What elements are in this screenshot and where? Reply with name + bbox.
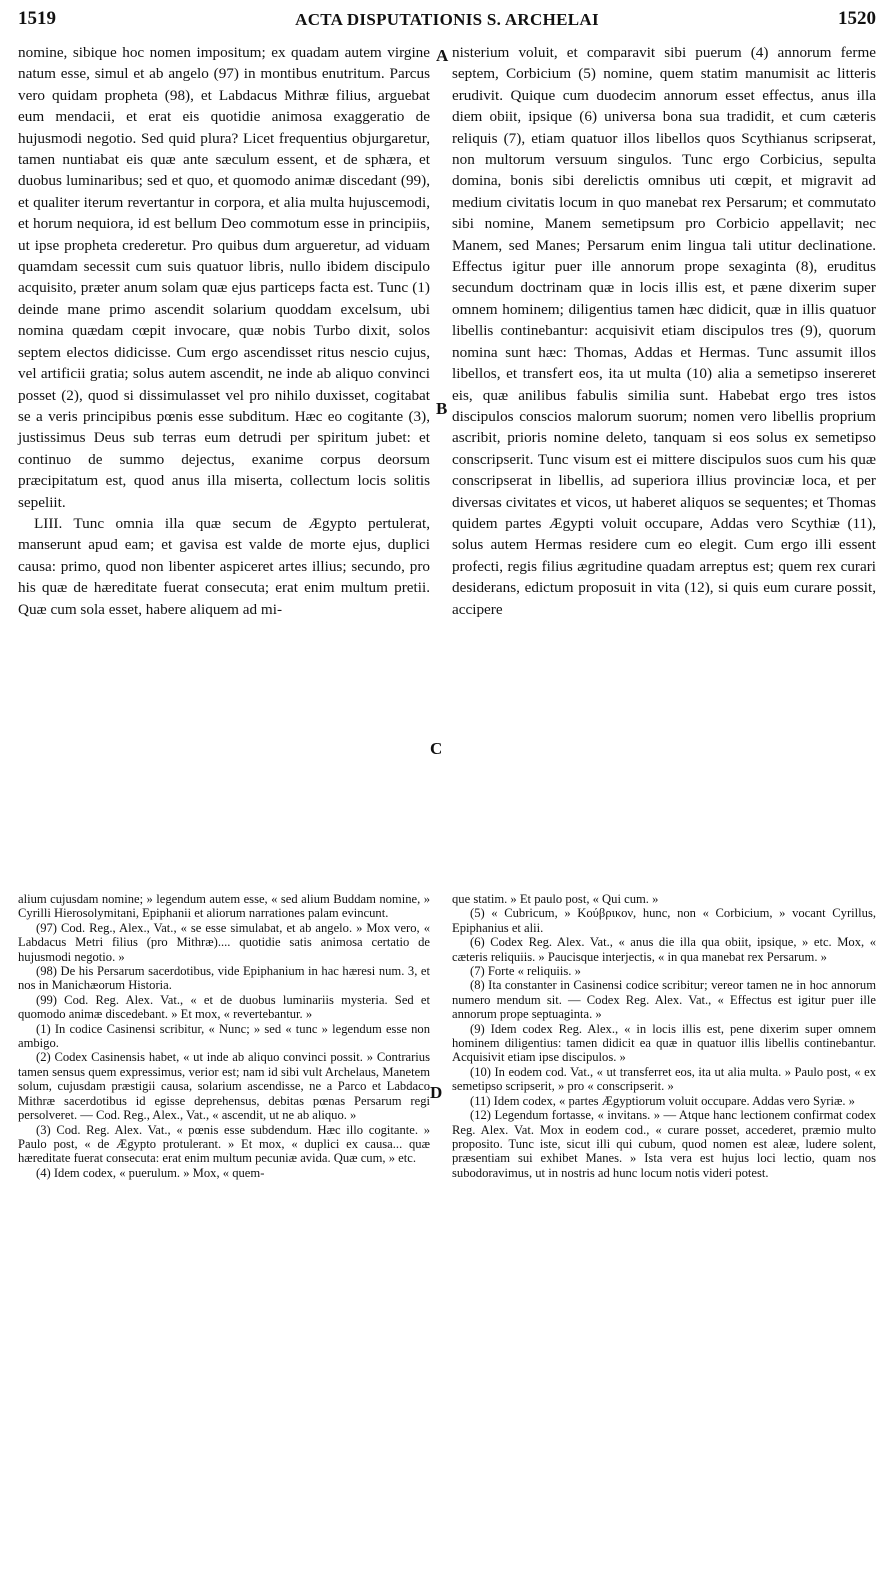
page-number-right: 1520 [838, 8, 876, 29]
footnote: (97) Cod. Reg., Alex., Vat., « se esse simulabat, et ab angelo. » Mox vero, « Labdacus Metri filius (pro Mithræ).... quotidie satis animosa certatio de hujusmodi negotio. » [18, 920, 430, 964]
body-paragraph: nomine, sibique hoc nomen impositum; ex quadam autem virgine natum esse, simul et ab angelo (97) in montibus enutritum. Parcus vero quidam propheta (98), et Labdacus Mithræ filius, arguebat eum mendacii, et erat eis quotidie animosa exaggeratio de hujusmodi negotio. Sed quid plura? Licet frequentius objurgaretur, tamen nuntiabat eis quæ ante sæculum essent, et de sphæra, et duobus luminaribus; sed et quo, et quomodo animæ discedant (99), et qualiter iterum revertantur in corpora, et alia multa hujuscemodi, et horum nequiora, id est bellum Deo commotum esse in principiis, ut ipse propheta crederetur. Pro quibus dum argueretur, ad viduam quamdam secessit cum suis quatuor libris, nullo ibidem discipulo acquisito, præter anum solam quæ ejus particeps facta est. Tunc (1) deinde mane primo ascendit solarium quoddam excelsum, ubi nomina quædam cœpit invocare, quæ nobis Turbo dixit, solos septem electos didicisse. Cum ergo ascendisset ritus nescio cujus, vel artificii gratia; solus autem ascendit, ne inde ab aliquo convinci posset (2), quod si dissimulasset vel pro nihilo duxisset, cogitabat se a veris principibus pœnis esse subditum. Hæc eo cogitante (3), justissimus Deus sub terras eum detrudi per spiritum jubet: et continuo de summo dejectus, exanime corpus deorsum præcipitatum est, quod anus illa miserta, collectum locis solitis sepeliit. [18, 44, 430, 511]
footnote: (7) Forte « reliquiis. » [470, 964, 581, 979]
footnote: (98) De his Persarum sacerdotibus, vide Epiphanium in hac hæresi num. 3, et nos in Manichæorum Historia. [18, 964, 430, 993]
footnote: que statim. » Et paulo post, « Qui cum. » [452, 892, 659, 906]
footnote: (10) In eodem cod. Vat., « ut transferret eos, ita ut alia multa. » Paulo post, « ex semetipso scripserit, » pro « conscripserit. » [452, 1064, 876, 1094]
footnote: (9) Idem codex Reg. Alex., « in locis illis est, pene dixerim super omnem hominem diligentius: tamen didicit ea quæ in quatuor illis libellis continebantur. Acquisivit etiam ipse discipulos. » [452, 1021, 876, 1065]
footnotes-right-column [452, 892, 876, 1180]
main-text-right-column [452, 42, 876, 620]
margin-marker-b: B [436, 399, 448, 418]
page-number-left: 1519 [18, 8, 56, 29]
footnote: (6) Codex Reg. Alex. Vat., « anus die illa qua obiit, ipsique, » etc. Mox, « cæteris reliquiis. » Paucisque interjectis, « in qua manebat rex Persarum. » [452, 935, 876, 964]
footnote: (1) In codice Casinensi scribitur, « Nunc; » sed « tunc » legendum esse non ambigo. [18, 1021, 430, 1051]
footnote: alium cujusdam nomine; » legendum autem esse, « sed alium Buddam nomine, » Cyrilli Hierosolymitani, Epiphanii et aliorum narrationes palam evincunt. [18, 892, 430, 921]
footnote: (2) Codex Casinensis habet, « ut inde ab aliquo convinci possit. » Contrarius tamen sensus quem expressimus, verior est; nam id sibi vult Archelaus, Manetem solum, cujusdam præstigii causa, solarium ascendisse, ne a Parco et Labdaco Mithræ sacerdotibus id egisse deprehensus, debitas pœnas Persarum regi persolveret. — Cod. Reg., Alex., Vat., « ascendit, ut ne ab aliquo. » [18, 1050, 430, 1123]
footnote: (12) Legendum fortasse, « invitans. » — Atque hanc lectionem confirmat codex Reg. Alex. Vat. Mox in eodem cod., « curare posset, accederet, præmio multo proposito. Tunc iste, sicut illi qui cubum, quod nomen est aleæ, ludere solent, præsentiam sui exhibet Manes. » Ista vera est hujus loci lectio, quam nos subodoravimus, ut in nostris ad hunc locum notis videri potest. [452, 1108, 876, 1180]
footnote: (11) Idem codex, « partes Ægyptiorum voluit occupare. Addas vero Syriæ. » [470, 1093, 855, 1108]
running-title: ACTA DISPUTATIONIS S. ARCHELAI [295, 10, 599, 29]
footnote: (4) Idem codex, « puerulum. » Mox, « quem- [36, 1165, 265, 1180]
main-text-left-column [18, 42, 430, 620]
margin-marker-d: D [430, 1083, 443, 1102]
margin-marker-c: C [430, 739, 443, 758]
footnote: (8) Ita constanter in Casinensi codice scribitur; vereor tamen ne in hoc annorum numero mendum sit. — Codex Reg. Alex. Vat., « Effectus est igitur puer ille annorum prope septuaginta. » [452, 978, 876, 1022]
footnote: (5) « Cubricum, » Κούβρικον, hunc, non « Corbicium, » vocant Cyrillus, Epiphanius et alii. [452, 906, 876, 935]
footnote: (3) Cod. Reg. Alex. Vat., « pœnis esse subdendum. Hæc illo cogitante. » Paulo post, « de Ægypto protulerant. » Et mox, « duplici ex causa... quæ hæreditate fuerat consecuta: erat enim multum pecuniæ avida. Quæ cum, » etc. [18, 1122, 430, 1166]
footnotes-left-column [18, 892, 430, 1180]
body-paragraph: nisterium voluit, et comparavit sibi puerum (4) annorum ferme septem, Corbicium (5) nomine, quem statim manumisit ac litteris erudivit. Quique cum duodecim annorum esset effectus, anus illa diem obiit, ipsique (6) universa bona sua tradidit, et cum cæteris reliquis (7), etiam quatuor illos libellos quos Scythianus scripserat, non multorum versuum singulos. Tunc ergo Corbicius, sepulta domina, bonis sibi derelictis omnibus uti cœpit, et migravit ad medium civitatis locum in quo manebat rex Persarum; et commutato sibi nomine, Manem semetipsum pro Corbicio appellavit; nec Manem, sed Manes; Persarum enim lingua tali utitur declinatione. Effectus igitur puer ille annorum prope sexaginta (8), eruditus secundum doctrinam quæ in locis illis est, et pæne dixerim super omnem hominem; diligentius tamen hæc didicit, quæ in illis quatuor libellis continebantur: acquisivit etiam discipulos tres (9), quorum nomina sunt hæc: Thomas, Addas et Hermas. Tunc assumit illos libellos, et transfert eos, ita ut multa (10) alia a semetipso insereret eis, quæ anilibus fabulis similia sunt. Habebat ergo tres istos discipulos conscios malorum suorum; nomen vero libellis proprium ascribit, prioris nomine deleto, tanquam si eos solus ex semetipso conscripserit. Tunc visum est ei mittere discipulos suos cum his quæ conscripserat in libellis, ad superiora illius provinciæ loca, et per diversas civitates et vicos, ut haberet aliquos se sequentes; et Thomas quidem partes Ægypti voluit occupare, Addas vero Scythiæ (11), solus autem Hermas residere cum eo elegit. Cum ergo illi essent profecti, regis filius ægritudine quadam arreptus est; quem rex curari desiderans, edictum proposuit in vita (12), si quis eum curare possit, accipere [452, 44, 876, 618]
margin-marker-a: A [436, 46, 449, 65]
footnote: (99) Cod. Reg. Alex. Vat., « et de duobus luminariis mysteria. Sed et quomodo animæ discedebant. » Et mox, « revertebantur. » [18, 992, 430, 1022]
body-paragraph: LIII. Tunc omnia illa quæ secum de Ægypto pertulerat, manserunt apud eam; et gavisa est valde de morte ejus, duplici causa: primo, quod non libenter aspiceret artes illius; secundo, pro his quæ de hæreditate fuerat consecuta; erat enim multum pretii. Quæ cum sola esset, habere aliquem ad mi- [18, 514, 430, 618]
page-header [18, 8, 876, 36]
